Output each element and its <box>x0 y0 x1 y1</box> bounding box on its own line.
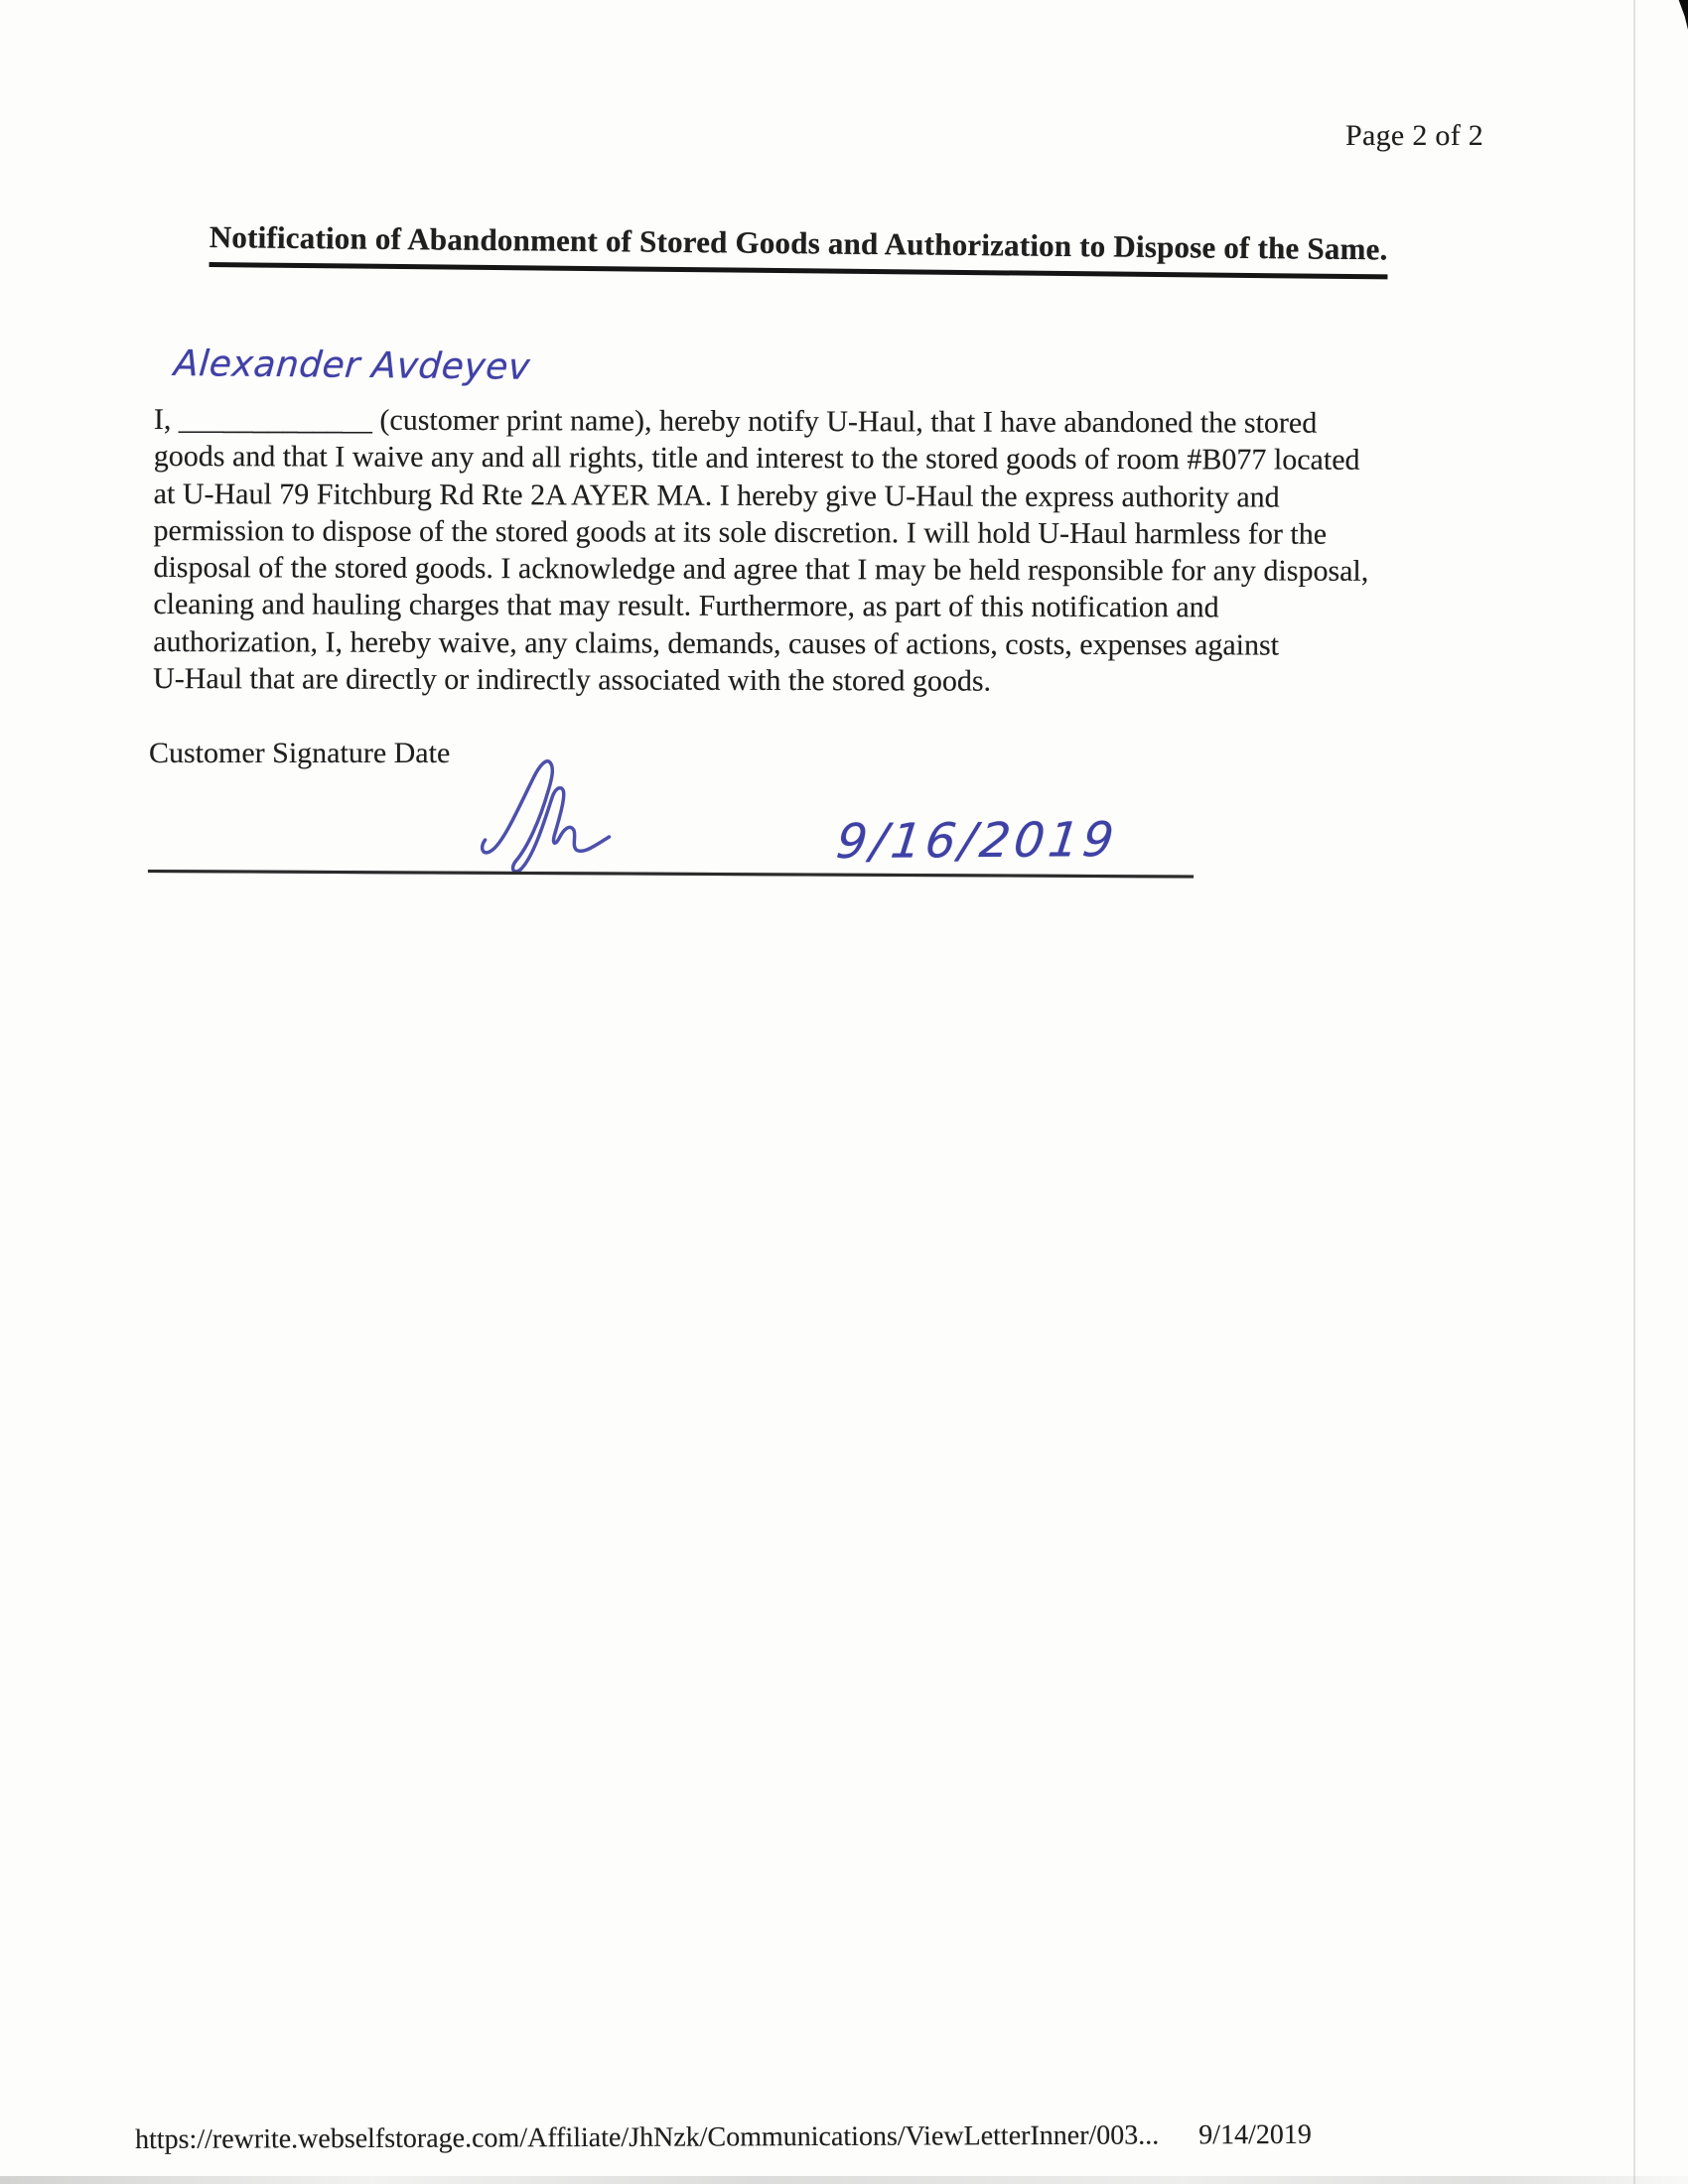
paragraph-line: I, _____________ (customer print name), hereby notify U-Haul, that I have abandoned the stored <box>153 403 1318 440</box>
print-footer <box>135 2119 1312 2156</box>
signature-line <box>148 870 1194 879</box>
scan-edge-line <box>1633 0 1635 2184</box>
paragraph-line: permission to dispose of the stored goods at its sole discretion. I will hold U-Haul harmless for the <box>153 513 1328 551</box>
paragraph-line: at U-Haul 79 Fitchburg Rd Rte 2A AYER MA. I hereby give U-Haul the express authority and <box>153 477 1280 514</box>
footer-print-date: 9/14/2019 <box>1198 2118 1312 2151</box>
paragraph-line: authorization, I, hereby waive, any claims, demands, causes of actions, costs, expenses against <box>153 624 1280 662</box>
scan-corner-artifact <box>1677 0 1688 30</box>
page-number: Page 2 of 2 <box>1345 119 1484 152</box>
notification-paragraph <box>153 401 1369 701</box>
paragraph-line: disposal of the stored goods. I acknowledge and agree that I may be held responsible for any disposal, <box>153 551 1369 589</box>
paragraph-line: U-Haul that are directly or indirectly associated with the stored goods. <box>153 662 992 698</box>
scan-bottom-edge-artifact <box>0 2176 1688 2184</box>
signature-date-label: Customer Signature Date <box>149 737 451 769</box>
paragraph-line: cleaning and hauling charges that may result. Furthermore, as part of this notification and <box>153 588 1219 624</box>
document-title: Notification of Abandonment of Stored Goods and Authorization to Dispose of the Same. <box>209 219 1387 279</box>
handwritten-signature-date: 9/16/2019 <box>833 812 1121 870</box>
paragraph-line: goods and that I waive any and all rights, title and interest to the stored goods of room #B077 located <box>153 440 1360 478</box>
footer-url: https://rewrite.webselfstorage.com/Affiliate/JhNzk/Communications/ViewLetterInner/003... <box>135 2119 1160 2155</box>
customer-signature-scribble <box>473 752 620 880</box>
handwritten-customer-name: Alexander Avdeyev <box>172 343 532 388</box>
